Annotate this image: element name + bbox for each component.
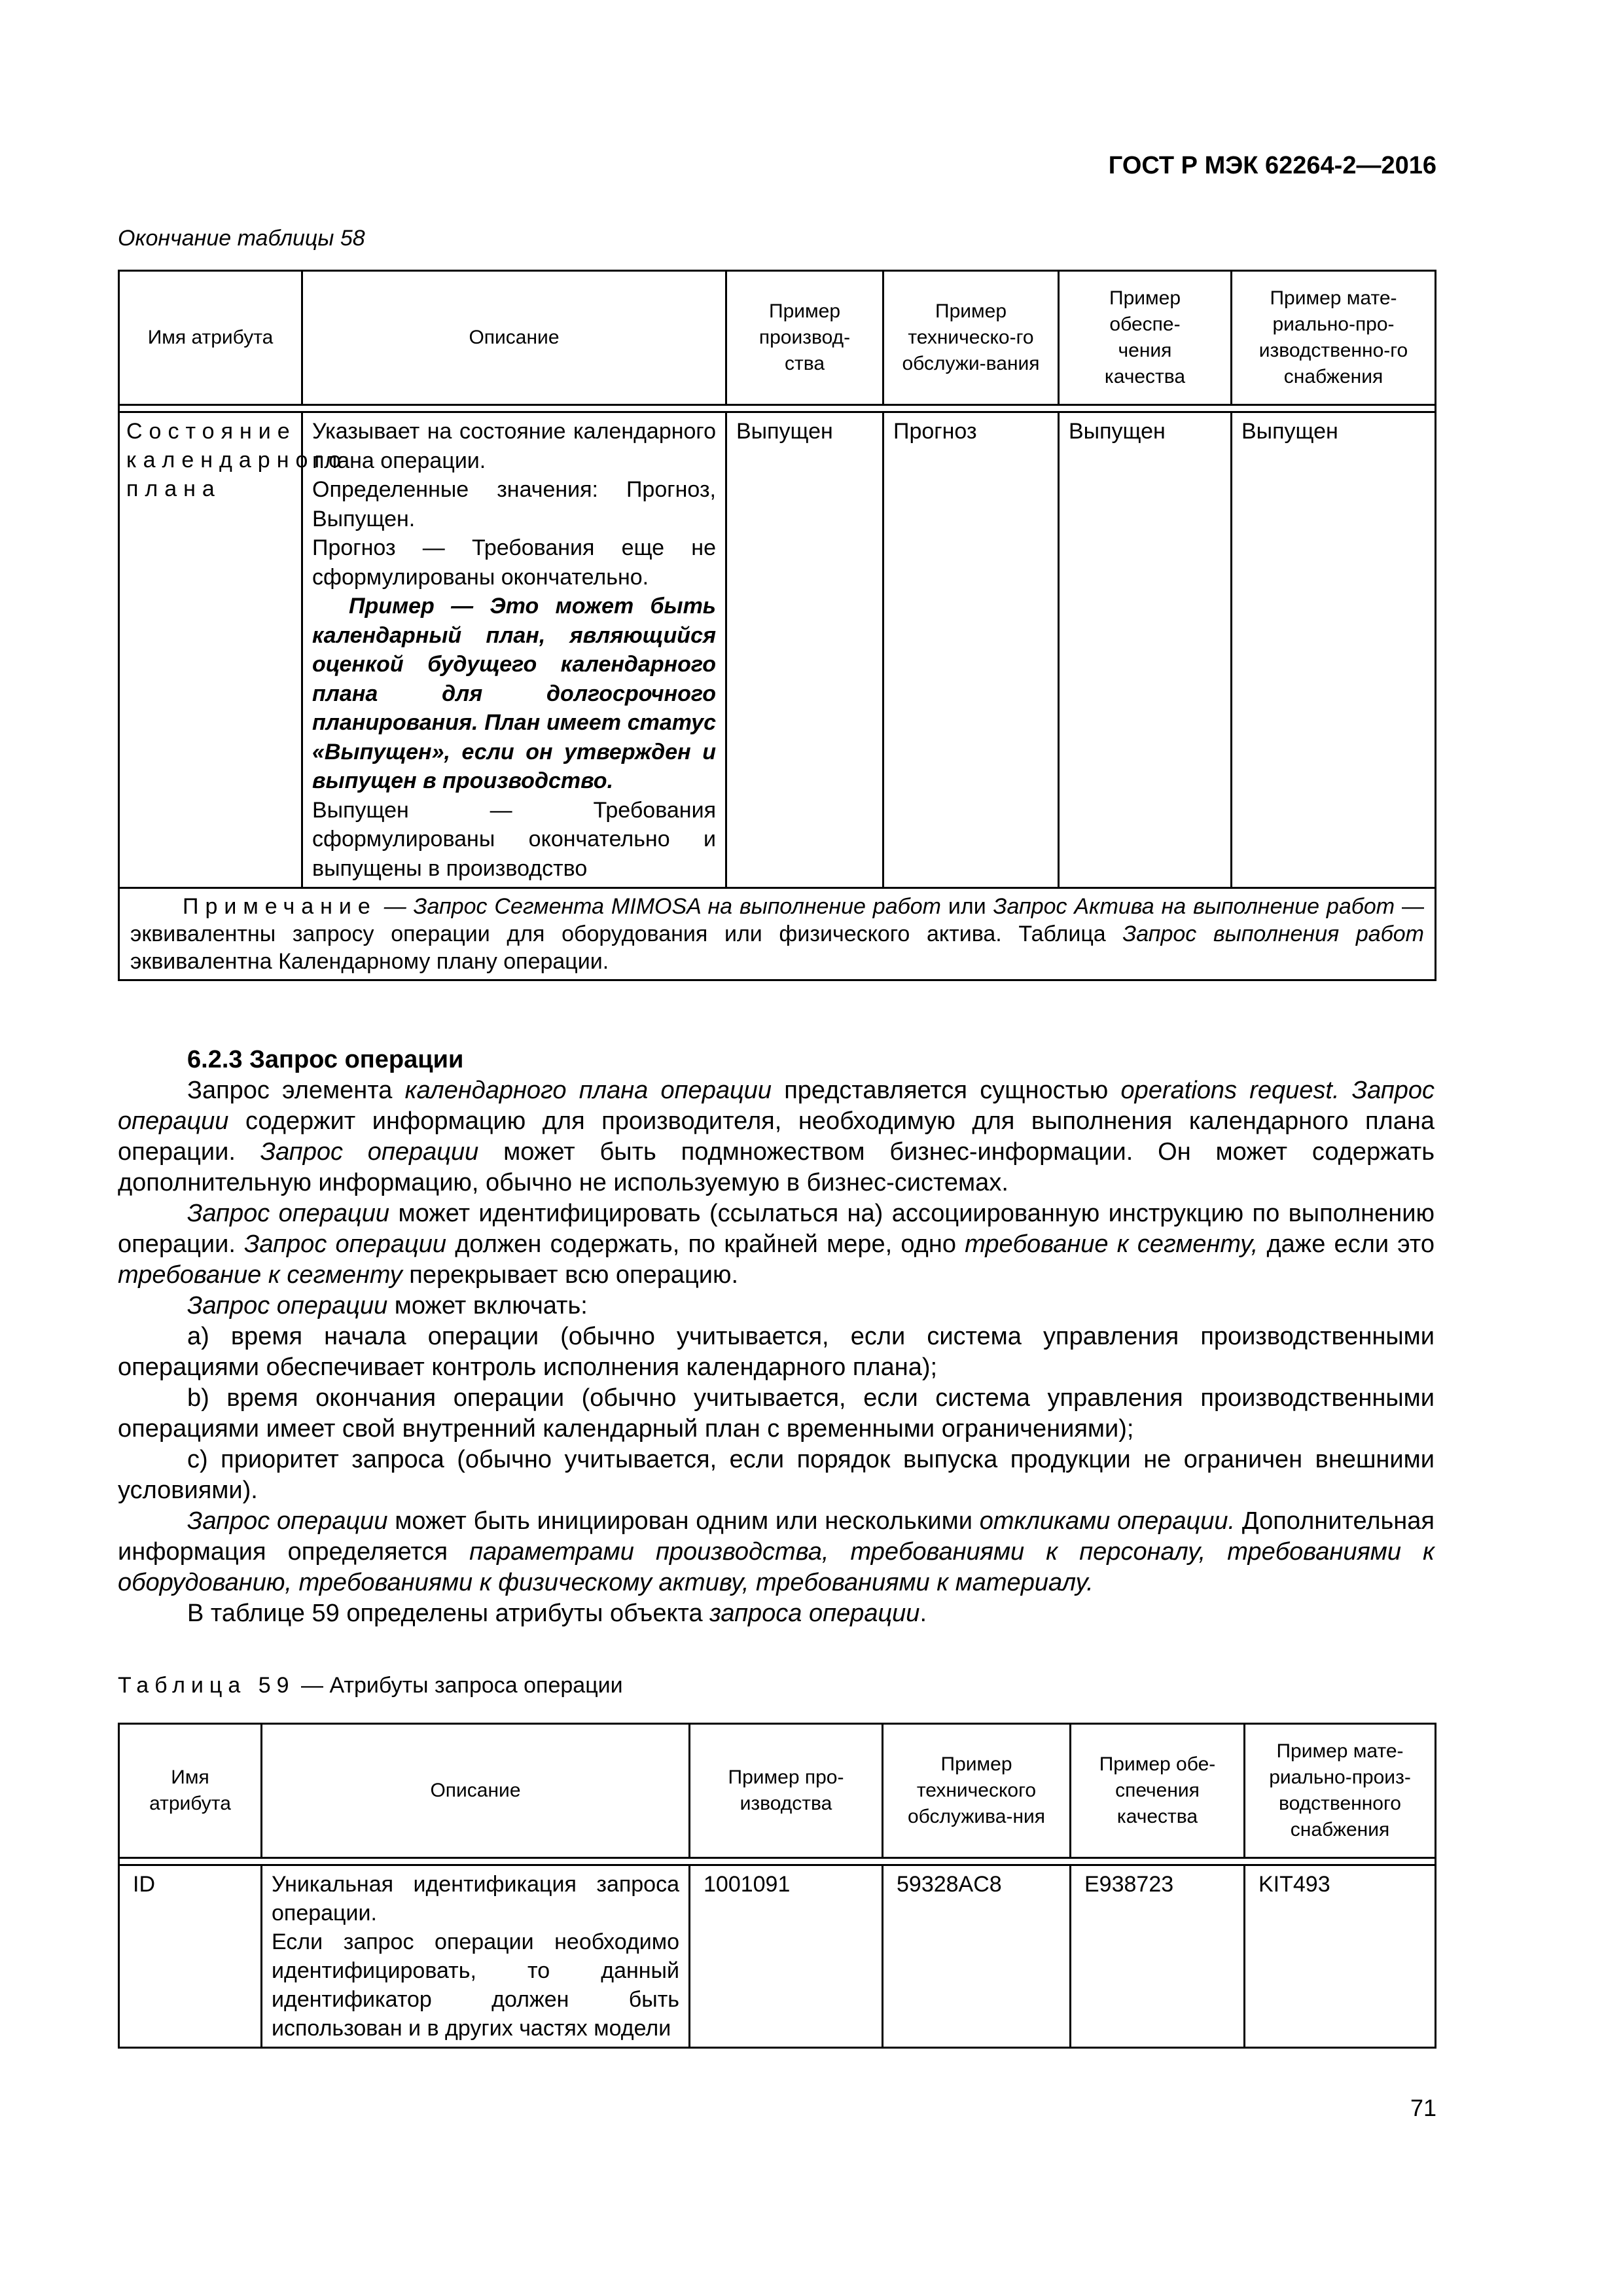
table-59 xyxy=(118,1723,1436,2049)
description-text: Указывает на состояние календарного плана операции. xyxy=(312,419,716,473)
inventory-example: Выпущен xyxy=(1232,412,1436,888)
list-item: b) время окончания операции (обычно учитывается, если система управления производственными операциями имеет свой внутренний календарный план с временными ограничениями); xyxy=(118,1384,1435,1443)
attribute-name-cell xyxy=(119,412,348,888)
description-cell xyxy=(302,412,726,888)
column-header: Пример мате-риально-про-изводственно-го снабжения xyxy=(1232,271,1436,405)
paragraph: Запрос операции может быть инициирован одним или несколькими откликами операции. Дополнительная информация определяется параметрами производства, требованиями к персоналу, требованиями к оборудованию, требованиями к физическому активу, требованиями к материалу. xyxy=(118,1507,1435,1596)
description-text: Прогноз — Требования еще не сформулированы окончательно. xyxy=(312,535,716,590)
column-header: Описание xyxy=(262,1724,690,1858)
table-note: Примечание — Запрос Сегмента MIMOSA на выполнение работ или Запрос Актива на выполнение работ — эквивалентны запросу операции для оборудования или физического актива. Таблица Запрос выполнения работ эквивалентна Календарному плану операции. xyxy=(119,888,1436,980)
table-row xyxy=(119,1865,1436,2048)
paragraph: В таблице 59 определены атрибуты объекта запроса операции. xyxy=(187,1600,927,1627)
column-header: Описание xyxy=(302,271,726,405)
table-58-caption: Окончание таблицы 58 xyxy=(118,226,365,251)
description-text: Выпущен — Требования сформулированы окончательно и выпущены в производство xyxy=(312,797,716,881)
list-item: a) время начала операции (обычно учитывается, если система управления производственными операциями обеспечивает контроль исполнения календарного плана); xyxy=(118,1323,1435,1381)
production-example: Выпущен xyxy=(726,412,883,888)
column-header: Пример про-изводства xyxy=(690,1724,883,1858)
example-text: Пример — Это может быть календарный план, являющийся оценкой будущего календарного плана для долгосрочного планирования. План имеет статус «Выпущен», если он утвержден и выпущен в производство. xyxy=(312,594,716,793)
quality-example: Выпущен xyxy=(1059,412,1232,888)
quality-example: E938723 xyxy=(1071,1865,1245,2048)
description-text: Если запрос операции необходимо идентифицировать, то данный идентификатор должен быть использован и в других частях модели xyxy=(272,1929,679,2041)
column-header: Пример мате-риально-произ-водственного снабжения xyxy=(1245,1724,1436,1858)
description-text: Определенные значения: Прогноз, Выпущен. xyxy=(312,477,716,531)
page-number: 71 xyxy=(1410,2094,1436,2121)
column-header: Пример обеспе-чения качества xyxy=(1059,271,1232,405)
inventory-example: KIT493 xyxy=(1245,1865,1436,2048)
column-header: Пример техническо-го обслужи-вания xyxy=(883,271,1059,405)
table-header-row xyxy=(119,271,1436,405)
production-example: 1001091 xyxy=(690,1865,883,2048)
section-heading: 6.2.3 Запрос операции xyxy=(187,1046,464,1073)
table-59-caption: Таблица 59 — Атрибуты запроса операции xyxy=(118,1673,623,1698)
attribute-name: ID xyxy=(119,1865,262,2048)
column-header: Имя атрибута xyxy=(119,1724,262,1858)
header-separator xyxy=(119,405,1436,412)
paragraph: Запрос операции может идентифицировать (ссылаться на) ассоциированную инструкцию по выполнению операции. Запрос операции должен содержать, по крайней мере, одно требование к сегменту, даже если это требование к сегменту перекрывает всю операцию. xyxy=(118,1200,1435,1289)
column-header: Имя атрибута xyxy=(119,271,302,405)
table-note-row xyxy=(119,888,1436,980)
paragraph: Запрос операции может включать: xyxy=(187,1292,588,1319)
paragraph: Запрос элемента календарного плана операции представляется сущностью operations request. Запрос операции содержит информацию для производителя, необходимую для выполнения календарного плана операции. Запрос операции может быть подмножеством бизнес-информации. Он может содержать дополнительную информацию, обычно не используемую в бизнес-системах. xyxy=(118,1077,1435,1196)
table-58 xyxy=(118,270,1436,981)
document-header: ГОСТ Р МЭК 62264-2—2016 xyxy=(1108,152,1436,179)
column-header: Пример производ-ства xyxy=(726,271,883,405)
description-text: Уникальная идентификация запроса операции. xyxy=(272,1872,679,1926)
column-header: Пример технического обслужива-ния xyxy=(883,1724,1071,1858)
maintenance-example: 59328AC8 xyxy=(883,1865,1071,2048)
maintenance-example: Прогноз xyxy=(883,412,1059,888)
header-separator xyxy=(119,1858,1436,1865)
section-body xyxy=(118,1045,1435,1629)
table-row xyxy=(119,412,1436,888)
attribute-name: Состояние календарного плана xyxy=(126,419,348,501)
description-cell xyxy=(262,1865,690,2048)
table-header-row xyxy=(119,1724,1436,1858)
list-item: c) приоритет запроса (обычно учитывается, если порядок выпуска продукции не ограничен внешними условиями). xyxy=(118,1446,1435,1504)
column-header: Пример обе-спечения качества xyxy=(1071,1724,1245,1858)
